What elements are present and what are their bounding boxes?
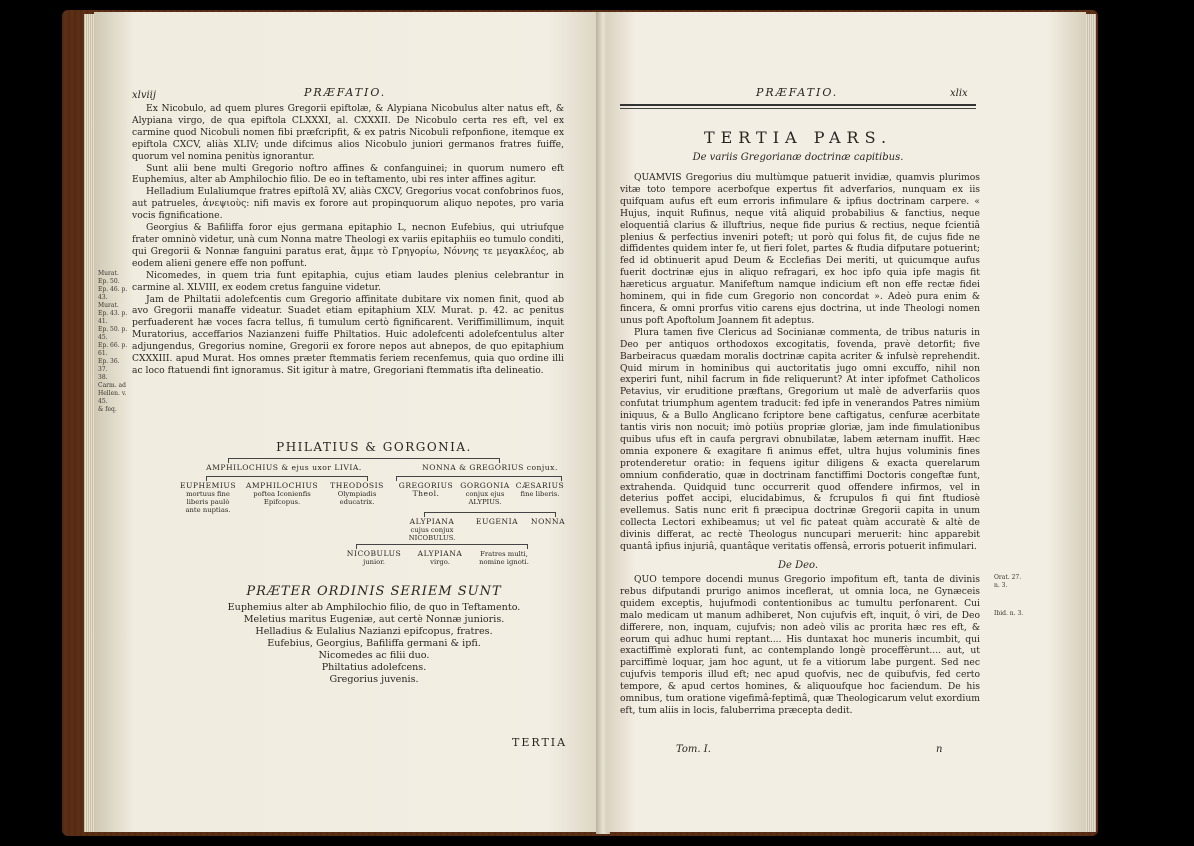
section-subtitle: De variis Gregorianæ doctrinæ capitibus. [692, 152, 904, 163]
margin-note: Carm. ad Hellen. v. 45. [98, 382, 127, 405]
series-line: Meletius maritus Eugeniæ, aut certè Nonnæ junioris. [243, 614, 505, 625]
series-list [194, 602, 554, 686]
margin-note: Ep. 66. p. 61. [98, 342, 128, 357]
series-line: Helladius & Eulalius Nazianzi epifcopus, fratres. [255, 626, 493, 637]
series-line: Euphemius alter ab Amphilochio filio, de quo in Teftamento. [227, 602, 521, 613]
right-paragraph: Plura tamen five Clericus ad Socinianæ commenta, de tribus naturis in Deo per antiquos orthodoxos excogitatis, fovenda, pravè detorfit; five Barbeiracus quædam moralis doctrinæ capita acriter & infulsè reprehendit. Quid mirum in hominibus qui auctoritatis jugo omni excuffo, nihil non experiri funt, nihil facrum in fide reliquerunt? At inter ipfofmet Catholicos Petavius, vir eruditione præftans, Gregorium ut malè de adverfariis quos confutat triumphum agentem traducit: fed ipfe in venerandos Patres nimiùm iniquus, & a Bullo Anglicano fcriptore bene caftigatus, cenfuræ acerbitate tantis viris non nocuit; imò potiùs propriæ gloriæ, jam inde fimulationibus quibus ufus eft in caufa pergravi obnubilatæ, labem æternam inuffit. Hæc omnia exponere & exagitare fi animus effet, ultra hujus voluminis fines protenderetur oratio: in fequens igitur diligens & exacta querelarum omnium confideratio, quæ in doctrinam fanctiffimi Doctoris congeftæ funt, extrahenda. Quidquid tunc occurrerit quod offendere infirmos, vel in deterius poffet accipi, elucidabimus, & fcrupulos fi qui fint ftudiosè evellemus. Satis nunc erit fi præcipua doctrinæ Gregorii capita in unum collecta Lectori exhibeamus; ut vel fic pateat quàm accuratè & altè de divinis differat, ac rectè Theologus nuncupari meruerit: hinc apparebit quantâ ipfius injuriâ, quantâque veritatis offensâ, erroris potuerit infimulari. [620, 326, 980, 553]
left-page-edges [84, 14, 94, 832]
margin-note: n. 3. [994, 582, 1008, 589]
genealogy-title: PHILATIUS & GORGONIA. [276, 440, 472, 454]
left-margin-notes [98, 270, 130, 414]
left-running-header: PRÆFATIO. [304, 86, 387, 99]
margin-note: 38. [98, 374, 108, 381]
right-page [606, 12, 1086, 832]
margin-note: Orat. 27. [994, 574, 1022, 581]
left-paragraph: Jam de Philtatii adolefcentis cum Gregorio affinitate dubitare vix nomen finit, quod ab avo Gregorii manaffe videatur. Suadet etiam epitaphium XLV. Murat. p. 42. ac penitus perfuaderent hæ voces facra tellus, fi tumulum certò fignificarent. Veriffimillimum, inquit Muratorius, acceffarios Nazianzeni fuiffe Philtatios. Huic adolefcenti adolefcentulus alter adjungendus, Gregorius nomine, Gregorii ex forore nepos aut abnepos, de quo epitaphium CXXXIII. apud Murat. Hos omnes præter ftemmatis feriem recenfemus, quia quo ordine illi ac loco ftatuendi fint ignoramus. Sit igitur à matre, Gregoriani ftemmatis ifta delineatio. [132, 293, 564, 376]
left-paragraph: Helladium Eulaliumque fratres epiftolâ XV, aliàs CXCV, Gregorius vocat confobrinos fuos, aut patrueles, ἀνεψιοὺς: nifi mavis ex forore aut propinquorum aliquo nepotes, pro varia vocis fignificatione. [132, 186, 564, 222]
great-grandchild-nicobulus: NICOBULUS junior. [346, 549, 402, 566]
margin-note: Murat. Ep. 43. p. 41. [98, 302, 128, 325]
series-line: Philtatius adolefcens. [321, 662, 427, 673]
series-line: Gregorius juvenis. [329, 674, 419, 685]
header-rule-thin [620, 108, 976, 109]
grandchild-alypiana: ALYPIANA cujus conjux NICOBULUS. [408, 517, 456, 542]
left-page [94, 12, 598, 832]
great-grandchild-alypiana: ALYPIANA virgo. [417, 549, 463, 566]
margin-note: & feq. [98, 406, 117, 413]
child-euphemius: EUPHEMIUS mortuus fine liberis paulò ante nuptias. [179, 481, 237, 514]
margin-note: Ep. 46. p. 43. [98, 286, 128, 301]
catchword: TERTIA [512, 736, 568, 749]
left-parent: AMPHILOCHIUS & ejus uxor LIVIA. [206, 463, 362, 472]
right-body-text [620, 172, 980, 553]
child-caesarius: CÆSARIUS fine liberis. [515, 481, 565, 498]
section-title: TERTIA PARS. [703, 128, 893, 147]
footer-signature: n [936, 744, 943, 755]
left-paragraph: Ex Nicobulo, ad quem plures Gregorii epiftolæ, & Alypiana Nicobulus alter natus eft, & Alypiana virgo, de qua epiftola CLXXXI, al. CXXXII. De Nicobulo certa res eft, vel ex carmine quod Nicobuli nomen fibi præfcripfit, & ex patris Nicobuli refponfione, itemque ex epiftola CXCV, aliàs XLIV; unde difcimus alios Nicobulo juniori germanos fratres fuiffe, quorum vel nomina penitùs ignorantur. [132, 103, 564, 162]
child-gregorius: GREGORIUS Theol. [398, 481, 454, 498]
child-amphilochius: AMPHILOCHIUS poftea Iconienfis Epifcopus. [245, 481, 319, 506]
right-paragraph: QUAMVIS Gregorius diu multùmque patuerit invidiæ, quamvis plurimos vitæ toto tempore acerbofque expertus fit adverfarios, nunquam ex iis quifquam aufus eft eum erroris infimulare & ipfius doctrinam carpere. « Hujus, inquit Rufinus, neque vitâ aliquid probabilius & fanctius, neque eloquentiâ clarius & illuftrius, neque fide purius & rectius, neque fcientiâ plenius & perfectius inveniri poteft; ut porò qui folus fit, de cujus fide ne diffidentes quidem inter fe, ut fieri folet, partes & ftudia difputare potuerint; fed id obtinuerit apud Deum & Ecclefias Dei meriti, ut quicumque aufus fuerit doctrinæ ejus in aliquo refragari, ex hoc ipfo quia ipfe magis fit hæreticus arguatur. Manifeftum namque indicium eft non effe rectæ fidei hominem, qui in fide cum Gregorio non concordat ». Adeò pura enim & fincera, & omni prorfus vitio carens ejus doctrina, ut inde Theologi nomen unus poft Apoftolum Joannem fit adeptus. [620, 172, 980, 326]
right-page-number: xlix [950, 88, 968, 99]
series-line: Eufebius, Georgius, Bafiliffa germani & ipfi. [267, 638, 481, 649]
child-gorgonia: GORGONIA conjux ejus ALYPIUS. [460, 481, 510, 506]
final-paragraph: QUO tempore docendi munus Gregorio impofitum eft, tanta de divinis rebus difputandi prurigo animos inceflerat, ut omnia loca, ne Gynæceis quidem exceptis, hujufmodi contentionibus ac tumultu perfonarent. Cui malo medicam ut manum adhiberet, Non cujufvis eft, inquit, ô viri, de Deo differere, non, inquam, cujufvis; non adeò vilis ac prorita hæc res eft, & eorum qui adhuc humi reptant.... His duntaxat hoc muneris incumbit, qui exactiffimè explorati funt, ac contemplando longè proceffèrunt.... aut, ut parciffimè loquar, jam hoc agunt, ut fe a vitiorum labe purgent. Sed nec cujufvis temporis illud eft; nec apud quofvis, nec de quibufvis, fed certo tempore, & apud certos homines, & aliquoufque hoc faciendum. De his omnibus, tum oratione vigefimâ-feptimâ, quæ Theologicarum velut exordium eft, tum aliis in locis, faluberrima præcepta dedit. [620, 574, 980, 716]
margin-note: Murat. Ep. 50. [98, 270, 120, 285]
series-title: PRÆTER ORDINIS SERIEM SUNT [246, 584, 502, 599]
header-rule [620, 104, 976, 106]
right-parent: NONNA & GREGORIUS conjux. [422, 463, 558, 472]
child-theodosis: THEODOSIS Olympiadis educatrix. [330, 481, 384, 506]
grandchild-eugenia: EUGENIA [475, 517, 519, 526]
subheading-de-deo: De Deo. [777, 560, 819, 571]
right-page-edges [1086, 14, 1096, 832]
margin-note: Ibid. n. 3. [994, 610, 1024, 617]
footer-volume: Tom. I. [676, 744, 711, 755]
right-margin-notes [994, 574, 1034, 618]
left-paragraph: Sunt alii bene multi Gregorio noftro affines & confanguinei; in quorum numero eft Euphemius, alter ab Amphilochio filio. De eo in teftamento, ubi res inter affines agitur. [132, 162, 564, 186]
left-page-number: xlviij [132, 90, 156, 101]
great-grandchild-fratres: Fratres multi, nomine ignoti. [479, 550, 529, 566]
margin-note: Ep. 50. p. 45. [98, 326, 128, 341]
right-running-header: PRÆFATIO. [756, 86, 839, 99]
margin-note: Ep. 36. 37. [98, 358, 120, 373]
left-paragraph: Georgius & Bafiliffa foror ejus germana epitaphio L, necnon Eufebius, qui utriufque frater omninò videtur, unà cum Nonna matre Theologi ex variis epitaphiis eo tumulo conditi, qui Gregorii & Nonnæ fanguini paratus erat, ἄμμε τὸ Γρηγορίω, Νόννης τε μεγακλέος, ab eodem alieni genere effe non poffunt. [132, 222, 564, 269]
series-line: Nicomedes ac filii duo. [318, 650, 430, 661]
left-body-text [132, 103, 564, 377]
grandchild-nonna: NONNA [530, 517, 566, 526]
left-paragraph: Nicomedes, in quem tria funt epitaphia, cujus etiam laudes plenius celebrantur in carmine al. XLVIII, ex eodem cretus fanguine videtur. [132, 269, 564, 293]
